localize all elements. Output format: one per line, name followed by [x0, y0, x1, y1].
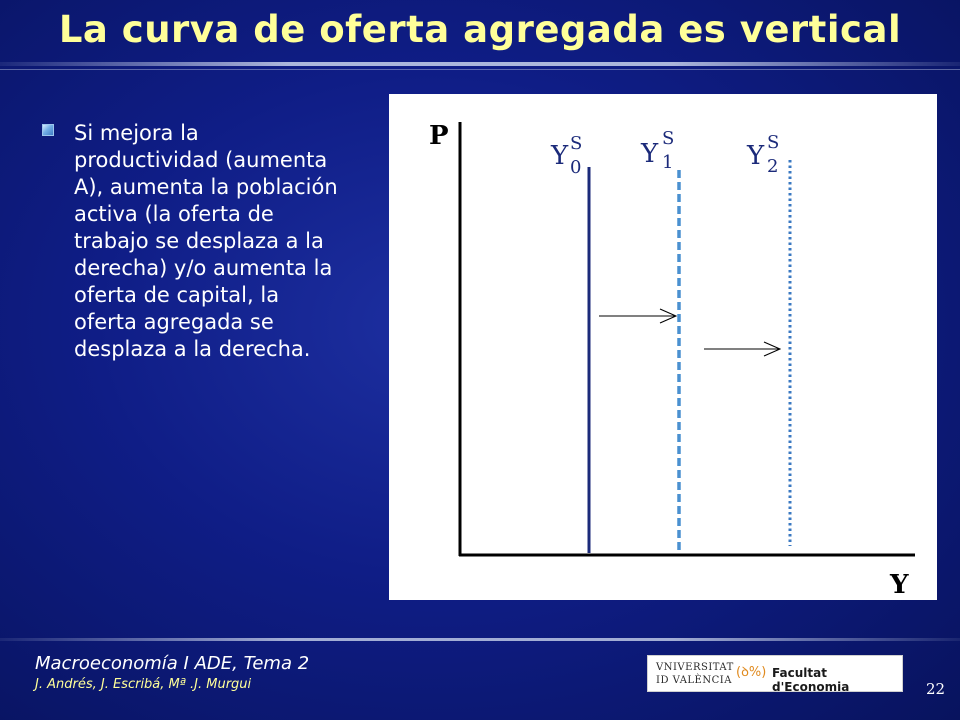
bullet-item [42, 120, 342, 363]
curve-label-y1-sup: S [662, 128, 675, 149]
bullet-square-icon [42, 124, 54, 136]
curve-label-y2-sup: S [767, 132, 780, 153]
curve-label-y1-sub: 1 [662, 152, 674, 173]
diagram-svg [389, 94, 937, 600]
footer-course: Macroeconomía I ADE, Tema 2 [35, 653, 310, 674]
curve-label-y2-sub: 2 [767, 156, 779, 177]
footer-divider [0, 638, 960, 641]
curve-label-y1 [640, 128, 679, 173]
curve-label-y2-base: Y [747, 141, 765, 171]
curve-label-y1-base: Y [641, 139, 659, 169]
curve-label-y2 [746, 132, 784, 177]
x-axis-label: Y [890, 570, 909, 600]
title-divider-thin [0, 69, 960, 70]
university-name [656, 661, 736, 687]
curve-label-y0-base: Y [551, 141, 569, 171]
university-name-line2: ID VALÈNCIA [656, 675, 732, 686]
y-axis-label: P [429, 121, 449, 151]
university-logo [647, 655, 903, 692]
faculty-mark-icon: (ꝺ%) [736, 665, 767, 680]
slide-title: La curva de oferta agregada es vertical [58, 8, 902, 51]
curve-label-y0-sup: S [570, 133, 583, 154]
page-number: 22 [926, 680, 946, 698]
curve-label-y0 [550, 133, 587, 178]
footer-authors: J. Andrés, J. Escribá, Mª .J. Murgui [35, 677, 252, 692]
title-divider [0, 62, 960, 66]
aggregate-supply-diagram [389, 94, 937, 600]
bullet-text: Si mejora la productividad (aumenta A), aumenta la población activa (la oferta de trabajo se desplaza a la derecha) y/o aumenta la oferta de capital, la oferta agregada se desplaza a la derecha. [74, 121, 338, 361]
university-name-line1: VNIVERSITAT [656, 662, 734, 673]
faculty-name: Facultat d'Economia [772, 666, 850, 694]
curve-label-y0-sub: 0 [570, 157, 582, 178]
